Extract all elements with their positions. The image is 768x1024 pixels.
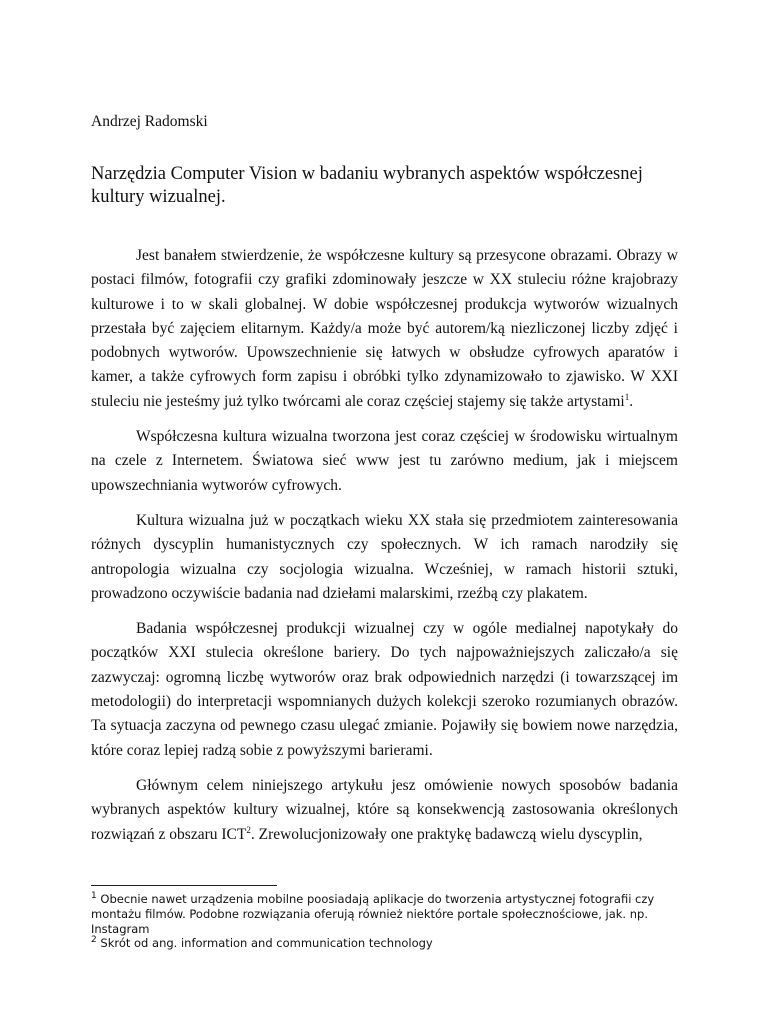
paragraph-2-text: Współczesna kultura wizualna tworzona jest coraz częściej w środowisku wirtualnym na czele z Internetem. Światowa sieć www jest tu zarówno medium, jak i miejscem upowszechniania wytworów cyfrowych. <box>91 428 678 494</box>
footnote-ref-1[interactable]: 1 <box>624 391 630 402</box>
paragraph-4 <box>91 617 678 763</box>
paragraph-5 <box>91 774 678 847</box>
paragraph-2 <box>91 425 678 498</box>
paragraph-1-text: Jest banałem stwierdzenie, że współczesne kultury są przesycone obrazami. Obrazy w postaci filmów, fotografii czy grafiki zdominowały jeszcze w XX stuleciu różne krajobrazy kulturowe i to w skali globalnej. W dobie współczesnej produkcja wytworów wizualnych przestała być zajęciem elitarnym. Każdy/a może być autorem/ką niezliczonej liczby zdjęć i podobnych wytworów. Upowszechnienie się łatwych w obsłudze cyfrowych aparatów i kamer, a także cyfrowych form zapisu i obróbki tylko zdynamizowało to zjawisko. W XXI stuleciu nie jesteśmy już tylko twórcami ale coraz częściej stajemy się także artystami <box>91 247 678 410</box>
paragraph-5-tail: . Zrewolucjonizowały one praktykę badawczą wielu dyscyplin, <box>250 825 643 843</box>
article-body <box>91 244 678 858</box>
footnote-2-text: Skrót od ang. information and communication technology <box>96 936 433 951</box>
footnote-separator <box>91 885 277 886</box>
footnote-1 <box>91 892 681 936</box>
article-title: Narzędzia Computer Vision w badaniu wybranych aspektów współczesnej kultury wizualnej. <box>91 164 643 207</box>
footnote-marker-2: 2 <box>91 935 97 946</box>
footnote-1-text: Obecnie nawet urządzenia mobilne poosiadają aplikacje do tworzenia artystycznej fotografii czy montażu filmów. Podobne rozwiązania oferują również niektóre portale społecznościowe, jak. np. Instagram <box>91 892 655 936</box>
paragraph-5-text: Głównym celem niniejszego artykułu jesz omówienie nowych sposobów badania wybranych aspektów kultury wizualnej, które są konsekwencją zastosowania określonych rozwiązań z obszaru ICT <box>91 776 678 843</box>
paragraph-3 <box>91 509 678 606</box>
footnotes <box>91 892 681 951</box>
footnote-ref-2[interactable]: 2 <box>246 824 251 835</box>
author-name: Andrzej Radomski <box>91 113 208 130</box>
paragraph-1 <box>91 244 678 414</box>
paragraph-3-text: Kultura wizualna już w początkach wieku XX stała się przedmiotem zainteresowania różnych dyscyplin humanistycznych czy społecznych. W ich ramach narodziły się antropologia wizualna czy socjologia wizualna. Wcześniej, w ramach historii sztuki, prowadzono oczywiście badania nad dziełami malarskimi, rzeźbą czy plakatem. <box>91 511 678 602</box>
paragraph-4-text: Badania współczesnej produkcji wizualnej czy w ogóle medialnej napotykały do początków XXI stulecia określone bariery. Do tych najpoważniejszych zaliczało/a się zazwyczaj: ogromną liczbę wytworów oraz brak odpowiednich narzędzi (i towarzszącej im metodologii) do interpretacji wspomnianych dużych kolekcji szeroko rozumianych obrazów. Ta sytuacja zaczyna od pewnego czasu ulegać zmianie. Pojawiły się bowiem nowe narzędzia, które coraz lepiej radzą sobie z powyższymi barierami. <box>91 620 678 759</box>
footnote-2 <box>91 936 681 951</box>
paragraph-1-tail: . <box>629 392 634 410</box>
footnote-marker-1: 1 <box>91 891 97 902</box>
